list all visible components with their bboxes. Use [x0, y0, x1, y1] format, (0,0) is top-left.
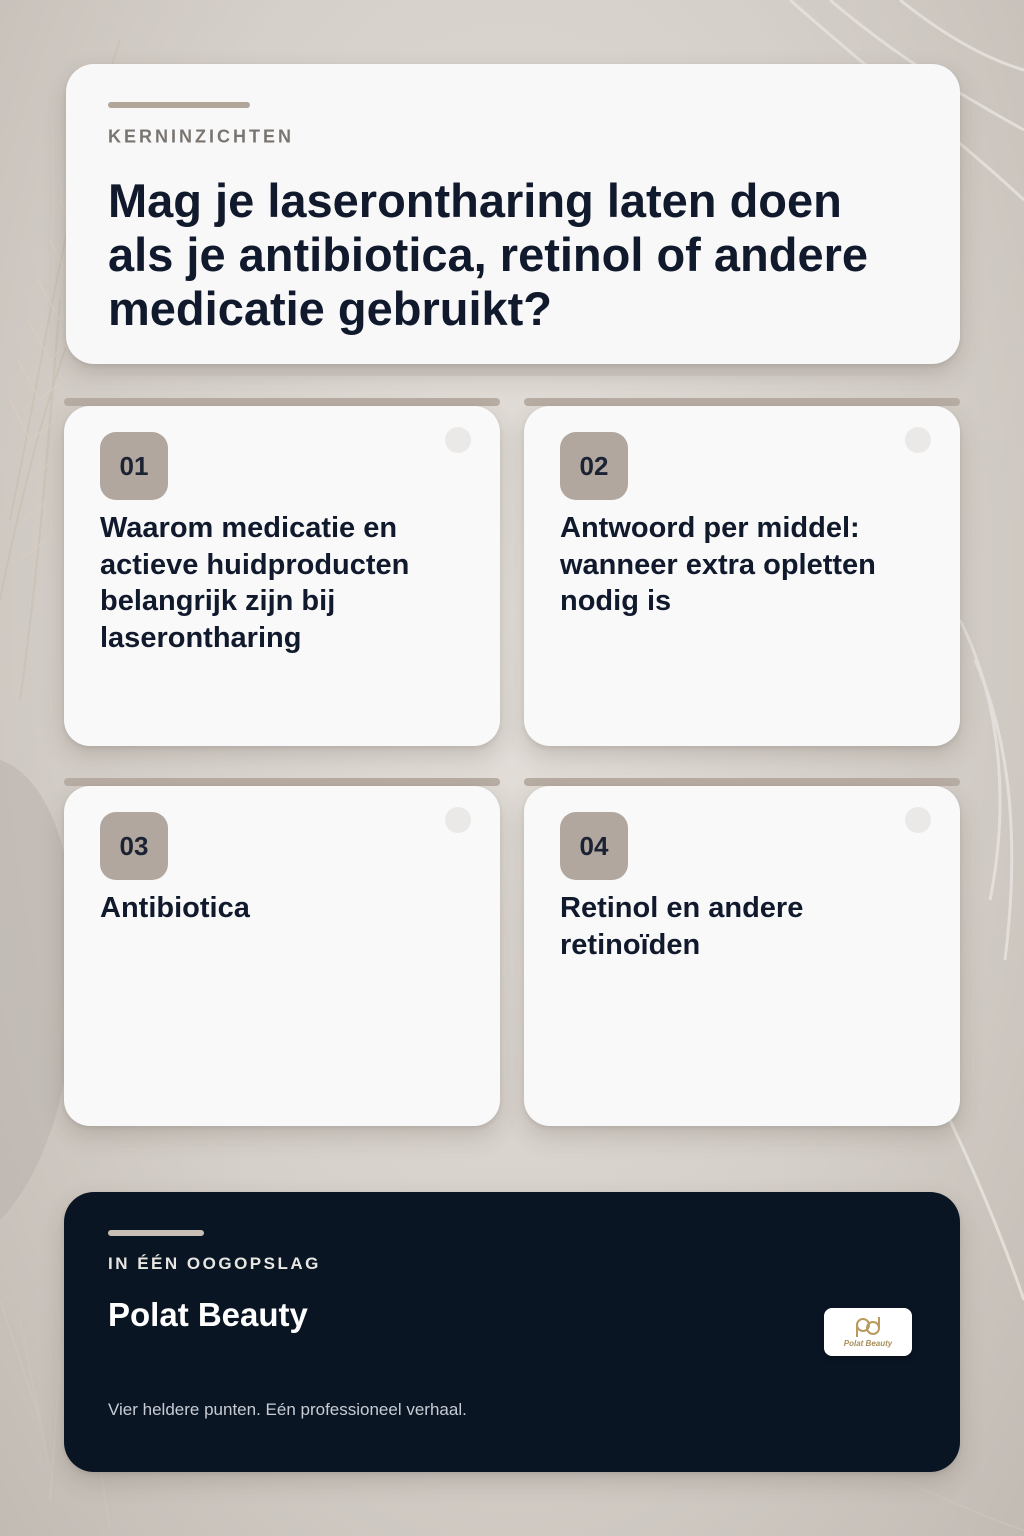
insight-card-3	[64, 786, 500, 1126]
card-number-badge: 04	[560, 812, 628, 880]
card-decor-dot	[905, 807, 931, 833]
brand-name: Polat Beauty	[108, 1296, 308, 1333]
card-heading: Retinol en andere retinoïden	[560, 892, 804, 961]
hero-accent-line	[108, 102, 250, 108]
insight-card-2	[524, 406, 960, 746]
card-heading: Antwoord per middel: wanneer extra opletten nodig is	[560, 512, 876, 617]
pb-monogram-icon	[853, 1316, 883, 1338]
insight-card-4	[524, 786, 960, 1126]
hero-eyebrow: KERNINZICHTEN	[108, 126, 294, 147]
card-number-badge: 02	[560, 432, 628, 500]
logo-wordmark: Polat Beauty	[843, 1339, 893, 1348]
insight-card-1	[64, 406, 500, 746]
page-title: Mag je laserontharing laten doen als je antibiotica, retinol of andere medicatie gebruikt?	[108, 174, 869, 335]
card-top-bar-2	[524, 398, 960, 406]
card-decor-dot	[445, 427, 471, 453]
card-decor-dot	[905, 427, 931, 453]
card-number-badge: 01	[100, 432, 168, 500]
summary-panel	[64, 1192, 960, 1472]
card-heading: Waarom medicatie en actieve huidproducten belangrijk zijn bij laserontharing	[100, 512, 410, 654]
card-decor-dot	[445, 807, 471, 833]
card-number-badge: 03	[100, 812, 168, 880]
brand-logo	[824, 1308, 912, 1356]
card-top-bar-3	[64, 778, 500, 786]
hero-card	[66, 64, 960, 364]
footer-accent-line	[108, 1230, 204, 1236]
tagline: Vier heldere punten. Eén professioneel verhaal.	[108, 1400, 467, 1419]
card-top-bar-4	[524, 778, 960, 786]
footer-eyebrow: IN ÉÉN OOGOPSLAG	[108, 1254, 321, 1273]
card-top-bar-1	[64, 398, 500, 406]
card-heading: Antibiotica	[100, 892, 250, 924]
